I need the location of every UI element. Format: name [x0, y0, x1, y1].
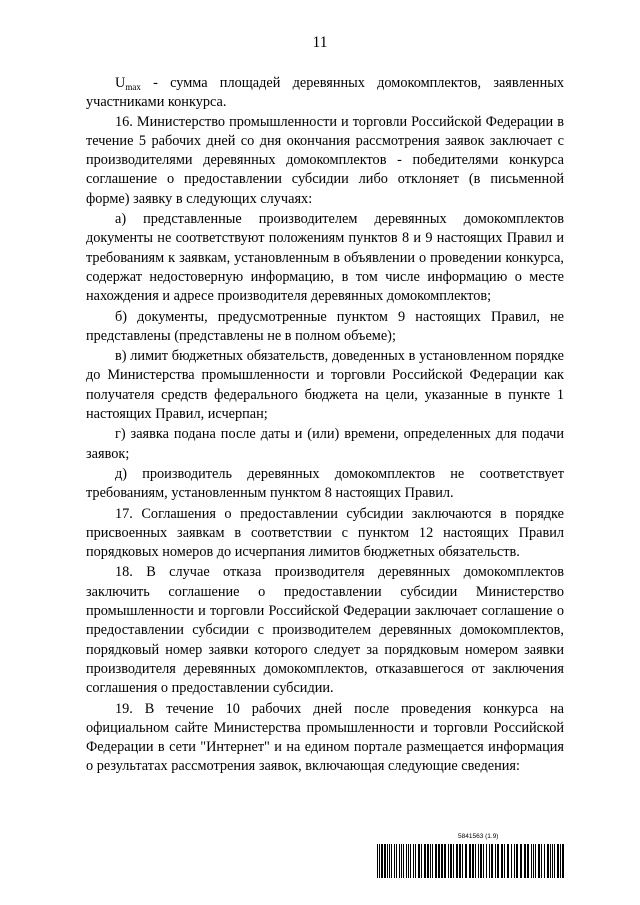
barcode-bar	[472, 844, 474, 878]
barcode-bar	[438, 844, 440, 878]
barcode-bar	[384, 844, 386, 878]
barcode-bar	[547, 844, 549, 878]
barcode-bar	[552, 844, 553, 878]
subparagraph-v: в) лимит бюджетных обязательств, доведенных в установленном порядке до Министерства промышленности и торговли Российской Федерации как получателя средств федерального бюджета на цели, указанные в пункте 1 настоящих Правил, исчерпан;	[86, 348, 564, 423]
formula-symbol: U	[115, 75, 126, 91]
barcode-bar	[448, 844, 449, 878]
barcode-bar	[535, 844, 536, 878]
barcode-bar	[480, 844, 482, 878]
barcode-bar	[379, 844, 380, 878]
barcode-bar	[410, 844, 411, 878]
barcode-bar	[424, 844, 426, 878]
formula-subscript: max	[125, 82, 141, 92]
barcode-bar	[389, 844, 390, 878]
barcode-bar	[557, 844, 559, 878]
barcode-bar	[541, 844, 542, 878]
formula-text: - сумма площадей деревянных домокомплектов, заявленных участниками конкурса.	[86, 75, 564, 111]
barcode-bar	[507, 844, 509, 878]
paragraph-17: 17. Соглашения о предоставлении субсидии заключаются в порядке присвоенных заявкам в соответствии с пунктом 12 настоящих Правил порядковых номеров до исчерпания лимитов бюджетных обязательств.	[86, 505, 564, 561]
barcode-bar	[544, 844, 545, 878]
subparagraph-g: г) заявка подана после даты и (или) времени, определенных для подачи заявок;	[86, 426, 564, 462]
barcode-bar	[406, 844, 407, 878]
barcode-bar	[520, 844, 522, 878]
barcode-bar	[527, 844, 529, 878]
barcode-bar	[450, 844, 452, 878]
barcode-bar	[387, 844, 388, 878]
barcode-bar	[413, 844, 414, 878]
barcode-bar	[550, 844, 551, 878]
subparagraph-b: б) документы, предусмотренные пунктом 9 настоящих Правил, не представлены (представлены не в полном объеме);	[86, 308, 564, 344]
barcode-bar	[478, 844, 479, 878]
barcode-bar	[504, 844, 505, 878]
barcode-bar	[394, 844, 395, 878]
barcode-bar	[381, 844, 383, 878]
barcode-bar	[415, 844, 416, 878]
barcode-bar	[497, 844, 499, 878]
page-number: 11	[312, 34, 328, 51]
barcode-bar	[511, 844, 512, 878]
barcode-bar	[491, 844, 493, 878]
document-body	[86, 74, 564, 777]
barcode-bar	[401, 844, 402, 878]
barcode-bar	[475, 844, 476, 878]
barcode-bar	[391, 844, 392, 878]
barcode-bar	[403, 844, 404, 878]
barcode-bar	[516, 844, 518, 878]
barcode-bar	[453, 844, 454, 878]
barcode-bar	[456, 844, 458, 878]
paragraph-16: 16. Министерство промышленности и торговли Российской Федерации в течение 5 рабочих дней со дня окончания рассмотрения заявок заключает с производителями деревянных домокомплектов - победителями конкурса соглашение о предоставлении субсидии либо отклоняет (в письменной форме) заявку в следующих случаях:	[86, 113, 564, 207]
barcode-bar	[377, 844, 378, 878]
barcode-bar	[562, 844, 564, 878]
barcode-bar	[554, 844, 555, 878]
barcode-bar	[486, 844, 487, 878]
paragraph-18: 18. В случае отказа производителя деревянных домокомплектов заключить соглашение о предоставлении субсидии Министерство промышленности и торговли Российской Федерации заключает соглашение о предоставлении субсидии с производителем деревянных домокомплектов, порядковый номер заявки которого следует за порядковым номером заявки производителя деревянных домокомплектов, отказавшегося от заключения соглашения о предоставлении субсидии.	[86, 564, 564, 697]
barcode-bar	[441, 844, 443, 878]
formula-definition	[86, 74, 564, 113]
barcode-bar	[533, 844, 534, 878]
barcode-bar	[421, 844, 422, 878]
barcode-bar	[531, 844, 532, 878]
barcode-bar	[524, 844, 526, 878]
barcode-bar	[462, 844, 463, 878]
subparagraph-a: а) представленные производителем деревянных домокомплектов документы не соответствуют положениям пунктов 8 и 9 настоящих Правил и требованиям к заявкам, установленным в объявлении о проведении конкурса, содержат недостоверную информацию, в том числе информацию о месте нахождения и адресе производителя деревянных домокомплектов;	[86, 211, 564, 305]
barcode-bar	[465, 844, 467, 878]
barcode-bar	[560, 844, 561, 878]
barcode-bar	[483, 844, 484, 878]
barcode-bar	[399, 844, 400, 878]
barcode-bar	[489, 844, 490, 878]
barcode-bar	[501, 844, 503, 878]
barcode-bar	[408, 844, 409, 878]
barcode-bar	[396, 844, 397, 878]
barcode-bar	[418, 844, 420, 878]
barcode-bar	[538, 844, 540, 878]
barcode-bar	[432, 844, 433, 878]
paragraph-19: 19. В течение 10 рабочих дней после проведения конкурса на официальном сайте Министерства промышленности и торговли Российской Федерации в сети "Интернет" и на едином портале размещается информация о результатах рассмотрения заявок, включающая следующие сведения:	[86, 700, 564, 775]
barcode-bar	[435, 844, 437, 878]
document-code: 5841563 (1.9)	[458, 833, 499, 840]
barcode-bar	[459, 844, 461, 878]
barcode-icon	[377, 844, 564, 878]
barcode-bar	[427, 844, 429, 878]
barcode-bar	[444, 844, 446, 878]
barcode-bar	[495, 844, 496, 878]
barcode-bar	[514, 844, 515, 878]
barcode-bar	[430, 844, 431, 878]
barcode-bar	[469, 844, 471, 878]
subparagraph-d: д) производитель деревянных домокомплектов не соответствует требованиям, установленным пунктом 8 настоящих Правил.	[86, 465, 564, 502]
